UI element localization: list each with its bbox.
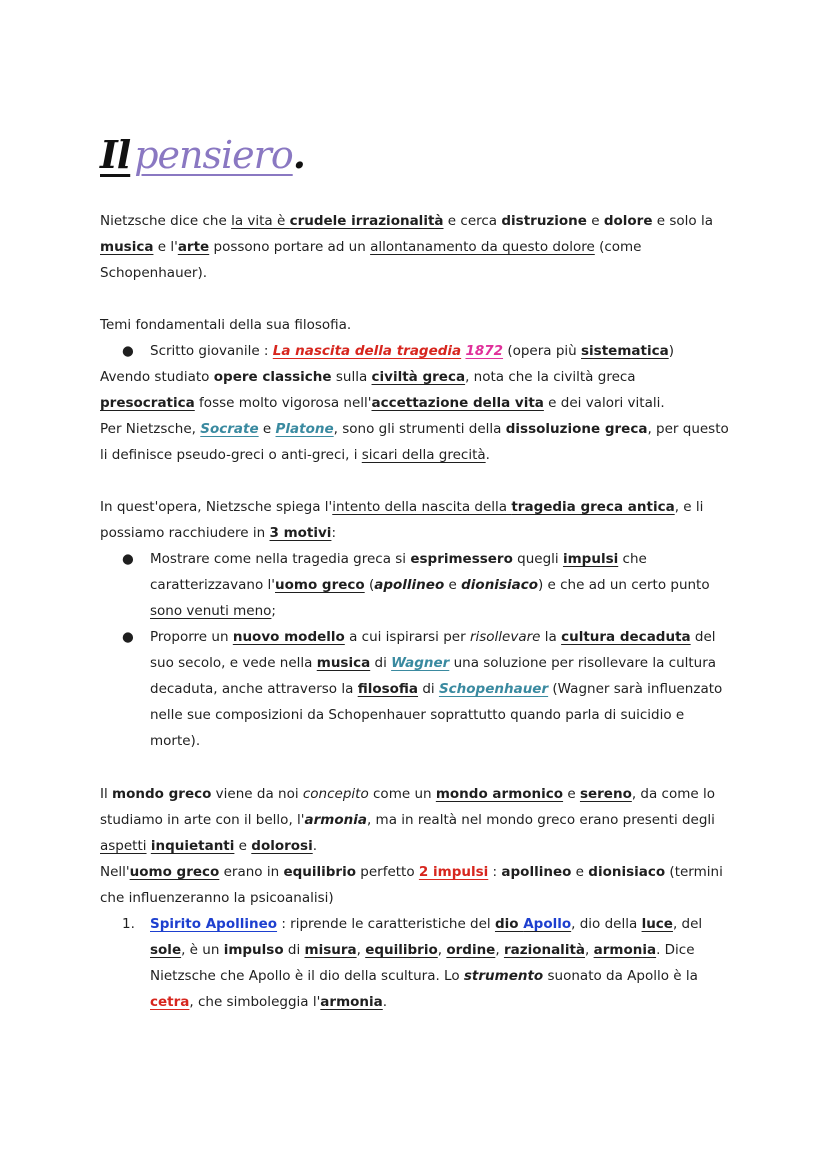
- text-year: 1872: [465, 343, 504, 359]
- text: , dio della: [571, 916, 642, 932]
- text-bold-underlined: dolorosi: [251, 838, 313, 854]
- text-platone: Platone: [275, 421, 334, 437]
- text-underlined: sono venuti meno: [150, 603, 272, 619]
- text-bold: equilibrio: [283, 864, 356, 880]
- text: e: [234, 838, 252, 854]
- text: (termini che influenzeranno la psicoanalisi): [100, 864, 723, 906]
- text: ) e che ad un certo punto: [537, 577, 710, 593]
- text-bold-underlined: sole: [150, 942, 182, 958]
- text: (: [364, 577, 375, 593]
- text-bold-underlined: sereno: [579, 786, 632, 802]
- text: (Wagner sarà influenzato nelle sue composizioni da Schopenhauer soprattutto quando parla di suicidio e morte).: [150, 681, 723, 749]
- text: ,: [356, 942, 366, 958]
- text-bold-underlined: sistematica: [581, 343, 669, 359]
- text-bold-underlined: crudele irrazionalità: [289, 213, 444, 229]
- text-bold-italic: armonia: [304, 812, 367, 828]
- text: di: [370, 655, 392, 671]
- text-bold-underlined: 3 motivi: [269, 525, 332, 541]
- text-italic: risollevare: [469, 629, 541, 645]
- text: quegli: [512, 551, 563, 567]
- text: suonato da Apollo è la: [543, 968, 698, 984]
- text: , da come lo studiamo in arte con il bello, l': [100, 786, 715, 828]
- text-apollo: Apollo: [523, 916, 572, 932]
- text: ): [668, 343, 674, 359]
- text-underlined: intento della nascita della: [332, 499, 512, 515]
- text-spirito-apollineo: Spirito Apollineo: [150, 916, 278, 932]
- text: In quest'opera, Nietzsche spiega l': [100, 499, 333, 515]
- text: sulla: [331, 369, 372, 385]
- text-bold: dionisiaco: [588, 864, 666, 880]
- text-work-title: La nascita della tragedia: [272, 343, 462, 359]
- title-word-il: Il: [100, 132, 131, 177]
- page-title: [100, 132, 305, 177]
- text: Nietzsche dice che: [100, 213, 232, 229]
- text-bold-underlined: impulsi: [562, 551, 619, 567]
- text-bold-underlined: accettazione della vita: [371, 395, 544, 411]
- text-bold: mondo greco: [112, 786, 212, 802]
- text-schopenhauer: Schopenhauer: [438, 681, 549, 697]
- text: , e li possiamo racchiudere in: [100, 499, 704, 541]
- bullet-icon: ●: [122, 629, 134, 645]
- text: Scritto giovanile :: [150, 343, 273, 359]
- paragraph-intro: [100, 208, 730, 286]
- text-underlined: allontanamento da questo dolore: [370, 239, 595, 255]
- text: , del: [672, 916, 703, 932]
- text: , ma in realtà nel mondo greco erano presenti degli: [366, 812, 715, 828]
- text: e cerca: [443, 213, 502, 229]
- text: ,: [495, 942, 504, 958]
- title-period: .: [292, 132, 305, 177]
- text: , sono gli strumenti della: [333, 421, 506, 437]
- text-bold-underlined: misura: [304, 942, 357, 958]
- text: e: [586, 213, 604, 229]
- text: , per questo li definisce pseudo-greci o anti-greci, i: [100, 421, 729, 463]
- text-bold-underlined: mondo armonico: [435, 786, 564, 802]
- numbered-item-apollineo: [100, 911, 730, 1015]
- text-bold-underlined: tragedia greca antica: [511, 499, 675, 515]
- text-bold-underlined: razionalità: [503, 942, 586, 958]
- list-number: 1.: [122, 916, 135, 932]
- text: la: [540, 629, 562, 645]
- title-word-pensiero: pensiero: [134, 133, 293, 177]
- text: erano in: [219, 864, 284, 880]
- text: (come Schopenhauer).: [100, 239, 642, 281]
- text: , nota che la civiltà greca: [465, 369, 636, 385]
- text: Avendo studiato: [100, 369, 214, 385]
- text: perfetto: [355, 864, 419, 880]
- text-bold-underlined: presocratica: [100, 395, 195, 411]
- bullet-icon: ●: [122, 551, 134, 567]
- text: : riprende le caratteristiche del: [277, 916, 495, 932]
- text: Nell': [100, 864, 130, 880]
- text: e: [444, 577, 462, 593]
- text: e: [258, 421, 276, 437]
- text-impulsi: 2 impulsi: [418, 864, 489, 880]
- text: e solo la: [652, 213, 714, 229]
- bullet-item-proporre: [100, 624, 730, 754]
- text-wagner: Wagner: [391, 655, 450, 671]
- text: di: [418, 681, 439, 697]
- text-bold: dissoluzione greca: [505, 421, 648, 437]
- text: viene da noi: [211, 786, 303, 802]
- text-bold-underlined: armonia: [593, 942, 657, 958]
- text-socrate: Socrate: [200, 421, 259, 437]
- text-bold-underlined: nuovo modello: [232, 629, 345, 645]
- text-bold-underlined: musica: [316, 655, 371, 671]
- text-bold: esprimessero: [410, 551, 513, 567]
- text-underlined: sicari della grecità: [361, 447, 486, 463]
- text-bold-underlined: uomo greco: [129, 864, 220, 880]
- text: come un: [368, 786, 436, 802]
- text: Mostrare come nella tragedia greca si: [150, 551, 411, 567]
- text-bold-underlined: equilibrio: [365, 942, 438, 958]
- text-bold: distruzione: [501, 213, 587, 229]
- text: :: [331, 525, 336, 541]
- text-bold-underlined: uomo greco: [275, 577, 365, 593]
- text: ,: [437, 942, 447, 958]
- text: e: [563, 786, 580, 802]
- text-bold-underlined: ordine: [446, 942, 496, 958]
- text-bold-italic: strumento: [463, 968, 544, 984]
- paragraph-mondo-greco: [100, 781, 730, 1015]
- text-bold-underlined: musica: [100, 239, 154, 255]
- text-bold-underlined: filosofia: [357, 681, 419, 697]
- text: a cui ispirarsi per: [344, 629, 470, 645]
- text-bold: opere classiche: [213, 369, 332, 385]
- text-bold-underlined: dio: [494, 916, 524, 932]
- text-bold: apollineo: [501, 864, 572, 880]
- text-bold-underlined: armonia: [320, 994, 383, 1010]
- text: possono portare ad un: [209, 239, 371, 255]
- text-bold-underlined: inquietanti: [150, 838, 235, 854]
- text: Per Nietzsche,: [100, 421, 201, 437]
- paragraph-temi: [100, 312, 730, 468]
- text: di: [283, 942, 305, 958]
- text-bold-italic: apollineo: [374, 577, 445, 593]
- text-bold-italic: dionisiaco: [461, 577, 538, 593]
- text-cetra: cetra: [150, 994, 190, 1010]
- text: Proporre un: [150, 629, 233, 645]
- text-bold-underlined: luce: [641, 916, 673, 932]
- text: ;: [271, 603, 276, 619]
- text: del suo secolo, e vede nella: [150, 629, 716, 671]
- bullet-item-mostrare: [100, 546, 730, 624]
- bullet-item-scritto-giovanile: [100, 338, 730, 364]
- text: e l': [153, 239, 178, 255]
- text: Il: [100, 786, 113, 802]
- text-bold-underlined: civiltà greca: [371, 369, 466, 385]
- paragraph-motivi: [100, 494, 730, 754]
- text: ,: [585, 942, 594, 958]
- text: una soluzione per risollevare la cultura decaduta, anche attraverso la: [150, 655, 717, 697]
- text: (opera più: [503, 343, 582, 359]
- text: , è un: [181, 942, 224, 958]
- text-bold-underlined: cultura decaduta: [561, 629, 691, 645]
- text: Temi fondamentali della sua filosofia.: [100, 317, 352, 333]
- text: . Dice Nietzsche che Apollo è il dio della scultura. Lo: [150, 942, 695, 984]
- text-bold: impulso: [223, 942, 284, 958]
- text: , che simboleggia l': [189, 994, 321, 1010]
- text: .: [312, 838, 318, 854]
- text: che caratterizzavano l': [150, 551, 647, 593]
- text: :: [488, 864, 502, 880]
- text-bold: dolore: [603, 213, 653, 229]
- text-underlined: la vita è: [231, 213, 290, 229]
- text-bold-underlined: arte: [177, 239, 210, 255]
- bullet-icon: ●: [122, 343, 134, 359]
- text: e dei valori vitali.: [543, 395, 665, 411]
- text: fosse molto vigorosa nell': [194, 395, 372, 411]
- text: e: [571, 864, 589, 880]
- text: .: [382, 994, 388, 1010]
- text-underlined: aspetti: [100, 838, 147, 854]
- text-italic: concepito: [302, 786, 369, 802]
- text: .: [485, 447, 490, 463]
